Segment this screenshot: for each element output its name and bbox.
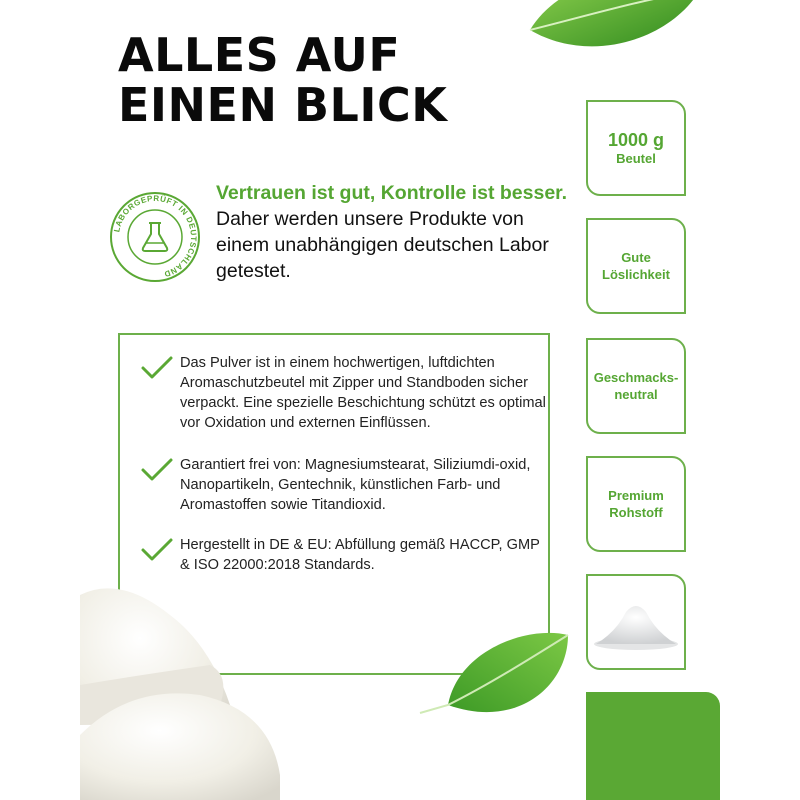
card-line-2: Rohstoff (609, 505, 663, 520)
card-line-1: Premium (608, 488, 664, 503)
card-line-2: Beutel (616, 150, 656, 166)
svg-text:LABORGEPRÜFT IN DEUTSCHLAND (112, 194, 198, 279)
check-icon (140, 537, 174, 563)
spec-card-weight (586, 100, 686, 196)
feature-text: Hergestellt in DE & EU: Abfüllung gemäß HACCP, GMP & ISO 22000:2018 Standards. (180, 537, 540, 573)
feature-text: Das Pulver ist in einem hochwertigen, luftdichten Aromaschutzbeutel mit Zipper und Standboden sicher verpackt. Eine spezielle Beschichtung schützt es optimal vor Oxidation und externen Einflüssen. (180, 355, 546, 431)
card-line-1: Geschmacks- (593, 370, 679, 385)
card-line-2: Löslichkeit (602, 267, 670, 282)
spec-card-powder-image (586, 574, 686, 670)
card-line-1: 1000 g (607, 129, 665, 150)
lab-body: Daher werden unsere Produkte von einem unabhängigen deutschen Labor getestet. (216, 208, 549, 282)
accent-block (586, 692, 720, 800)
powder-icon (591, 592, 681, 652)
feature-text: Garantiert frei von: Magnesiumstearat, Siliziumdi-oxid, Nanopartikeln, Gentechnik, künstlichen Farb- und Aromastoffen sowie Titandioxid. (180, 457, 531, 513)
powder-scoop-image (80, 575, 280, 800)
lab-statement (216, 180, 576, 284)
flask-icon (143, 223, 168, 251)
leaf-top-icon (520, 0, 710, 60)
leaf-icon (418, 625, 573, 735)
title-line-2: EINEN BLICK (118, 78, 448, 132)
page-title (118, 30, 447, 130)
card-line-2: neutral (614, 387, 658, 402)
spec-card-taste (586, 338, 686, 434)
check-icon (140, 457, 174, 483)
title-line-1: ALLES AUF (118, 28, 401, 82)
lab-headline: Vertrauen ist gut, Kontrolle ist besser. (216, 182, 568, 204)
badge-ring-text: LABORGEPRÜFT IN DEUTSCHLAND (112, 193, 199, 279)
check-icon (140, 355, 174, 381)
spec-card-premium (586, 456, 686, 552)
card-line-1: Gute (621, 250, 651, 265)
spec-card-solubility (586, 218, 686, 314)
lab-tested-badge (108, 190, 202, 284)
